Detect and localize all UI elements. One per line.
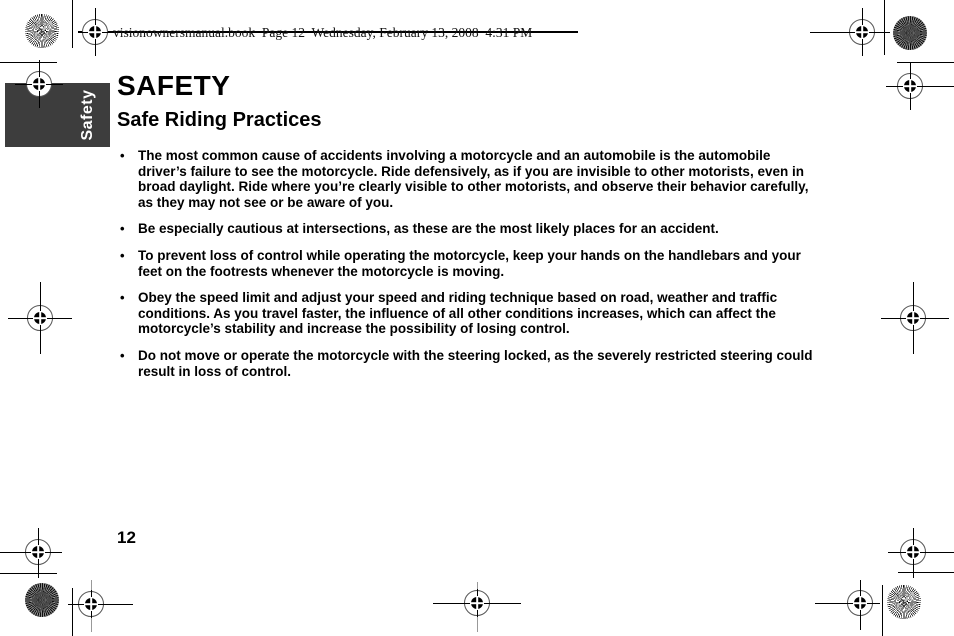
pinwheel-star-icon [25, 14, 59, 48]
crop-mark-line [897, 62, 954, 63]
bullet-list [120, 148, 826, 390]
bullet-icon: • [120, 347, 125, 363]
bullet-icon: • [120, 148, 125, 163]
list-item [120, 248, 826, 279]
pinwheel-moire-icon [25, 583, 59, 617]
crop-mark-line [0, 62, 57, 63]
bullet-text: Obey the speed limit and adjust your speed and riding technique based on road, weather and traffic conditions. As you travel faster, the influence of all other conditions increases, which can affect the motorcycle’s stability and increase the possibility of losing control. [138, 290, 778, 337]
bullet-icon: • [120, 221, 125, 237]
page-title: SAFETY [117, 70, 231, 101]
registration-target-icon [897, 73, 923, 99]
registration-target-icon [900, 305, 926, 331]
print-header-text: visionownersmanual.book Page 12 Wednesday, February 13, 2008 4:31 PM [113, 25, 533, 40]
list-item [120, 290, 826, 337]
registration-target-icon [26, 71, 52, 97]
bullet-icon: • [120, 290, 125, 306]
bullet-text: Be especially cautious at intersections, as these are the most likely places for an accident. [138, 221, 719, 237]
crop-mark-line [898, 572, 954, 573]
page-number: 12 [117, 528, 136, 547]
registration-target-icon [849, 19, 875, 45]
bullet-text: The most common cause of accidents involving a motorcycle and an automobile is the automobile driver’s failure to see the motorcycle. Ride defensively, as if you are invisible to other motorists, even in broad daylight. Ride where you’re clearly visible to other motorists, and observe their behavior carefully, as they may not see or be aware of you. [138, 148, 809, 210]
crop-mark-line [0, 573, 57, 574]
registration-target-icon [25, 539, 51, 565]
registration-target-icon [847, 590, 873, 616]
crop-mark-line [72, 588, 73, 636]
pinwheel-moire-icon [893, 16, 927, 50]
registration-target-icon [27, 305, 53, 331]
bullet-text: Do not move or operate the motorcycle with the steering locked, as the severely restricted steering could result in loss of control. [138, 347, 813, 379]
crop-mark-line [884, 0, 885, 55]
section-title: Safe Riding Practices [117, 109, 322, 131]
registration-target-icon [82, 19, 108, 45]
registration-target-icon [78, 591, 104, 617]
list-item [120, 348, 826, 379]
registration-target-icon [464, 590, 490, 616]
chapter-tab-label: Safety [79, 89, 96, 141]
registration-target-icon [900, 539, 926, 565]
list-item [120, 148, 826, 210]
bullet-text: To prevent loss of control while operating the motorcycle, keep your hands on the handlebars and your feet on the footrests whenever the motorcycle is moving. [138, 247, 801, 279]
pinwheel-star-icon [887, 585, 921, 619]
bullet-icon: • [120, 247, 125, 263]
list-item [120, 221, 826, 237]
crop-mark-line [72, 0, 73, 48]
crop-mark-line [882, 585, 883, 636]
